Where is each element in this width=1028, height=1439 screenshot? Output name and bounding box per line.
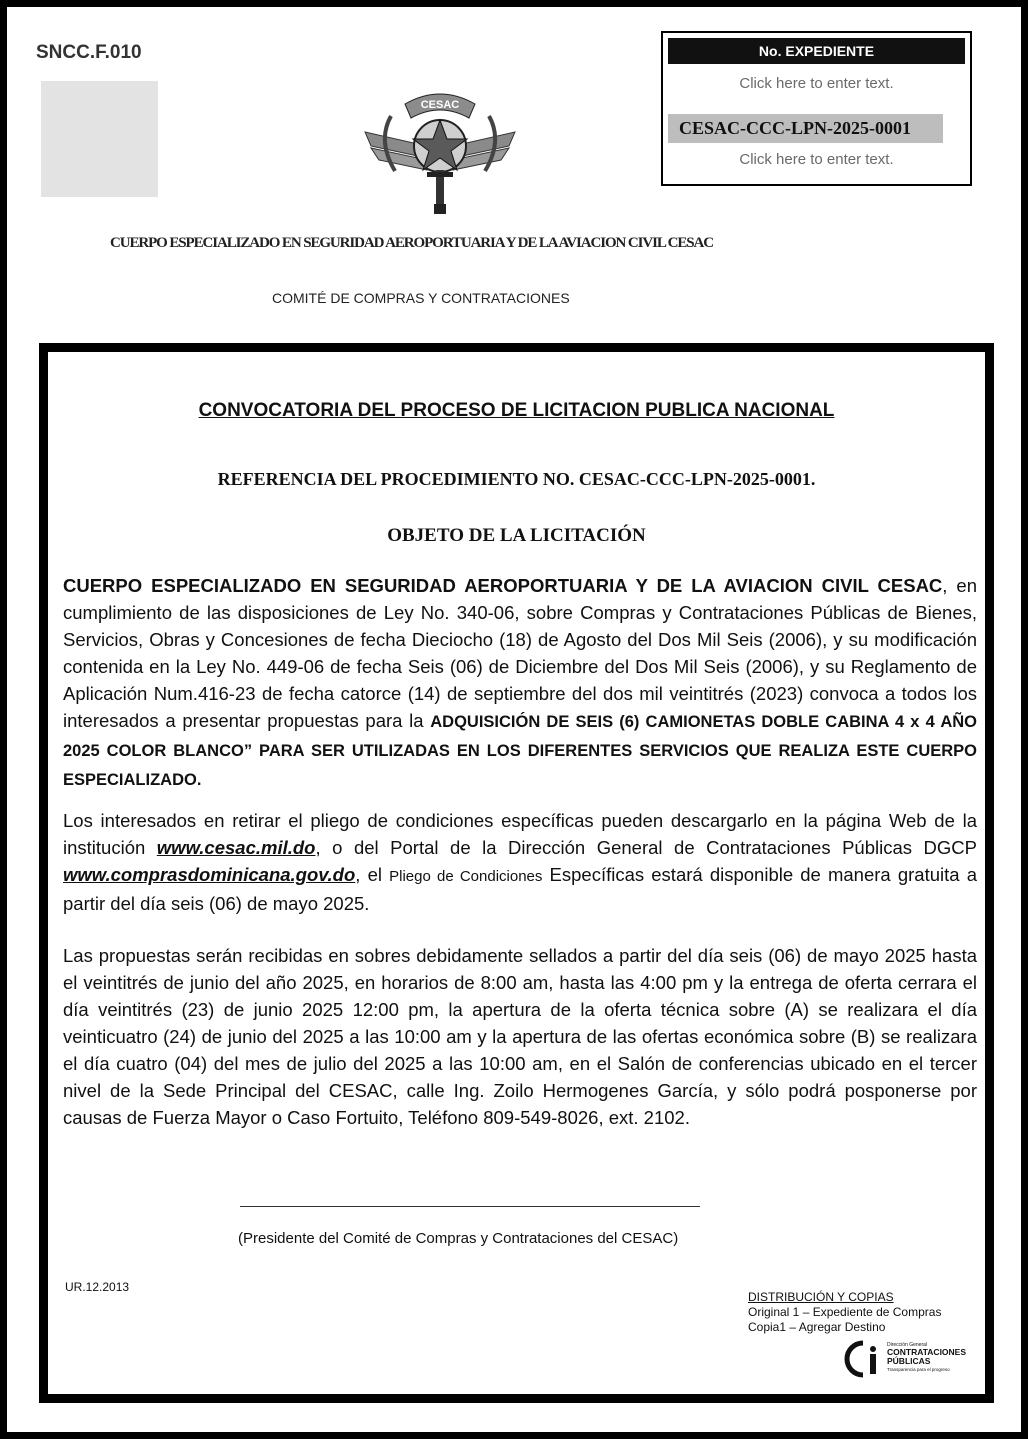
logo-text-main1: CONTRATACIONES [887,1347,967,1357]
signature-caption: (Presidente del Comité de Compras y Contrataciones del CESAC) [238,1230,679,1247]
pliego-small-text: Pliego de Condiciones [389,868,543,885]
expediente-field-2[interactable]: Click here to enter text. [739,151,894,168]
paragraph-download-text-a: Los interesados en retirar el pliego de condiciones específicas pueden descargarlo en la página Web de la institución [63,810,977,858]
institution-name-bold: CUERPO ESPECIALIZADO EN SEGURIDAD AEROPORTUARIA Y DE LA AVIACION CIVIL CESAC [63,575,943,596]
emblem-text: CESAC [420,99,460,111]
logo-text-tag: Transparencia para el progreso [887,1367,950,1372]
expediente-number[interactable]: CESAC-CCC-LPN-2025-0001 [668,114,943,143]
distribution-line-1: Original 1 – Expediente de Compras [748,1305,942,1319]
institution-name: CUERPO ESPECIALIZADO EN SEGURIDAD AEROPORTUARIA Y DE LA AVIACION CIVIL CESAC [110,235,713,251]
procedure-reference: REFERENCIA DEL PROCEDIMIENTO NO. CESAC-CCC-LPN-2025-0001. [217,469,816,489]
expediente-box [661,31,972,186]
distribution-block [748,1290,941,1335]
paragraph-download [63,807,977,917]
logo-text-main2: PÚBLICAS [887,1356,931,1366]
cesac-emblem-icon [357,86,523,220]
paragraph-download-text-c: , el [355,864,390,885]
paragraph-download-text-b: , o del Portal de la Dirección General de Contrataciones Públicas DGCP [315,837,977,858]
distribution-line-2: Copia1 – Agregar Destino [748,1320,886,1334]
paragraph-object [63,572,977,794]
form-code: SNCC.F.010 [36,42,142,63]
announcement-title: CONVOCATORIA DEL PROCESO DE LICITACION PUBLICA NACIONAL [198,400,835,421]
object-heading: OBJETO DE LA LICITACIÓN [387,525,646,546]
photo-placeholder [41,81,158,197]
committee-name: COMITÉ DE COMPRAS Y CONTRATACIONES [272,290,570,306]
expediente-field-1[interactable]: Click here to enter text. [739,75,894,92]
compras-website-link[interactable]: www.comprasdominicana.gov.do [63,864,356,885]
logo-text-top: Dirección General [887,1342,928,1348]
paragraph-download-text-d: Específicas estará disponible de manera gratuita a partir del día seis (06) de mayo 2025. [63,864,977,914]
signature-line [240,1206,700,1207]
announcement-box [39,343,994,1403]
distribution-title: DISTRIBUCIÓN Y COPIAS [748,1290,894,1304]
acquisition-object: ADQUISICIÓN DE SEIS (6) CAMIONETAS DOBLE CABINA 4 x 4 AÑO 2025 COLOR BLANCO” PARA SER UTILIZADAS EN LOS DIFERENTES SERVICIOS QUE REALIZA ESTE CUERPO ESPECIALIZADO. [63,713,977,789]
expediente-label: No. EXPEDIENTE [668,38,965,64]
dgcp-logo-icon [843,1337,967,1381]
form-version: UR.12.2013 [65,1280,130,1294]
cesac-website-link[interactable]: www.cesac.mil.do [156,837,316,858]
paragraph-object-text: , en cumplimiento de las disposiciones de Ley No. 340-06, sobre Compras y Contrataciones Públicas de Bienes, Servicios, Obras y Concesiones de fecha Dieciocho (18) de Agosto del Dos Mil Seis (2006), y su modificación contenida en la Ley No. 449-06 de fecha Seis (06) de Diciembre del Dos Mil Seis (2006), y su Reglamento de Aplicación Num.416-23 de fecha catorce (14) de septiembre del dos mil veintitrés (2023) convoca a todos los interesados a presentar propuestas para la [63,575,978,731]
paragraph-proposals: Las propuestas serán recibidas en sobres debidamente sellados a partir del día seis (06) de mayo 2025 hasta el veintitrés de junio del año 2025, en horarios de 8:00 am, hasta las 4:00 pm y la entrega de oferta cerrara el día veintitrés (23) de junio 2025 12:00 pm, la apertura de la oferta técnica sobre (A) se realizara el día veinticuatro (24) de junio del 2025 a las 10:00 am y la apertura de las ofertas económica sobre (B) se realizara el día cuatro (04) del mes de julio del 2025 a las 10:00 am, en el Salón de conferencias ubicado en el tercer nivel de la Sede Principal del CESAC, calle Ing. Zoilo Hermogenes García, y sólo podrá posponerse por causas de Fuerza Mayor o Caso Fortuito, Teléfono 809-549-8026, ext. 2102. [63,945,977,1128]
